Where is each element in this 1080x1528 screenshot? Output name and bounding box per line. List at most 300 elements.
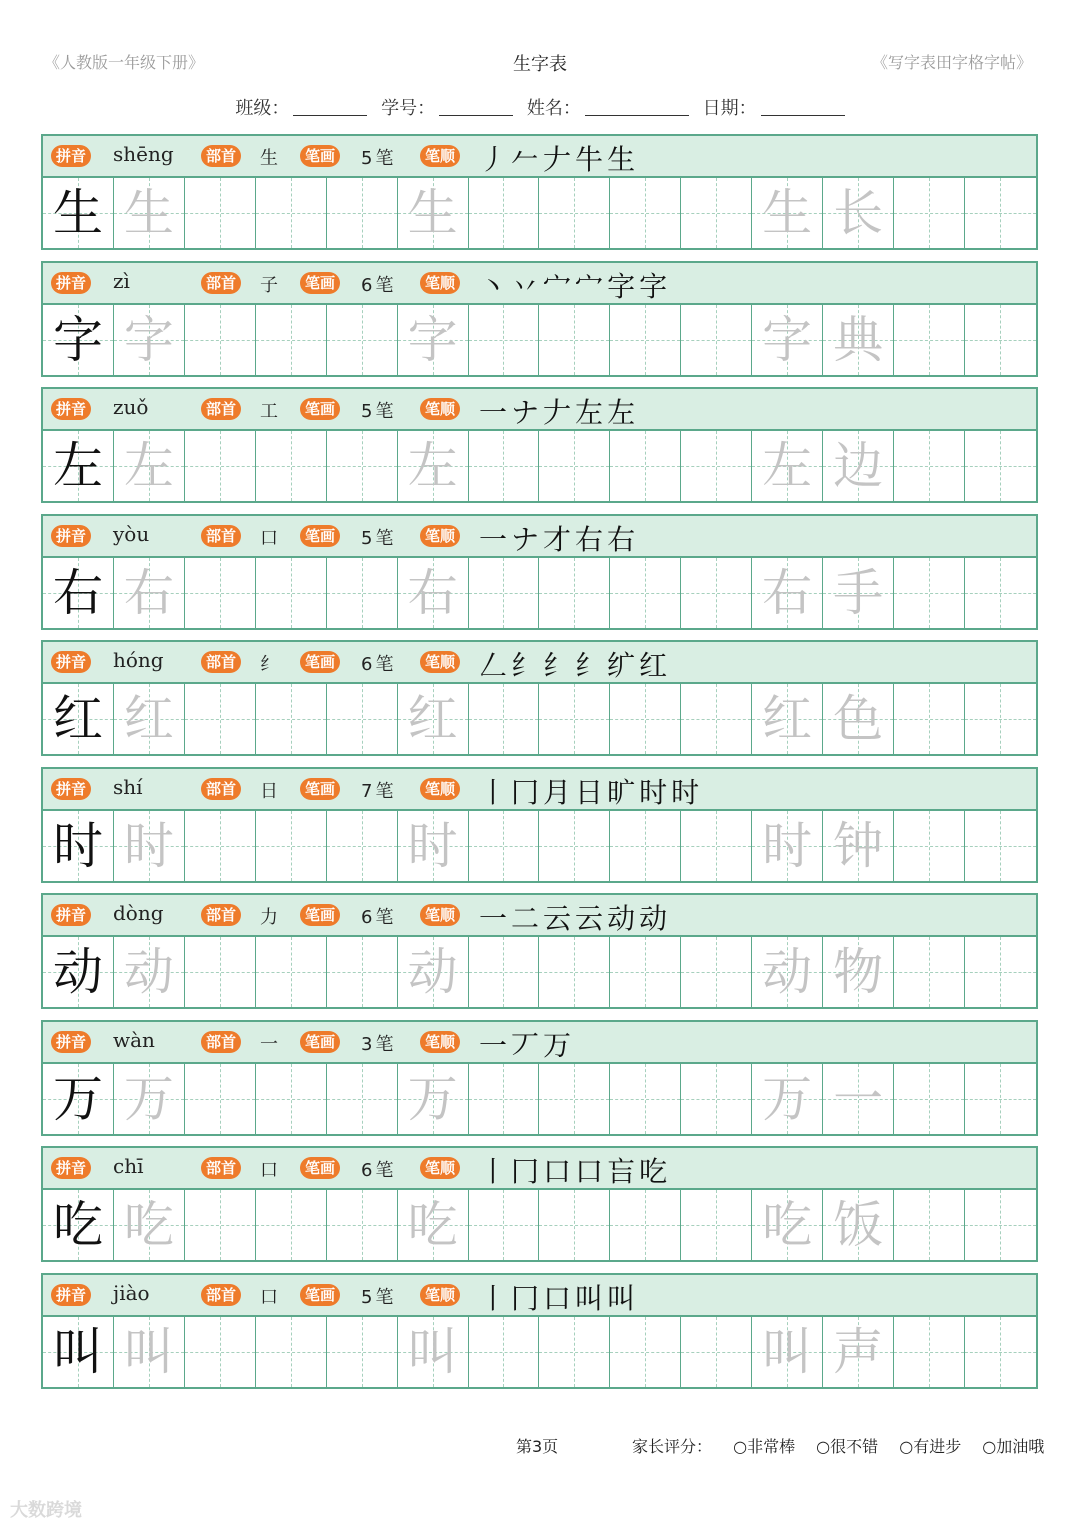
tianzige-cell[interactable]	[539, 431, 610, 501]
tianzige-cell[interactable]	[114, 1190, 185, 1260]
stroke-count-number: 5	[361, 1286, 373, 1308]
pinyin-badge: 拼音	[51, 398, 91, 420]
trace-character: 动	[123, 943, 174, 1001]
tianzige-cell[interactable]	[327, 1190, 398, 1260]
character-info-bar	[43, 895, 1036, 937]
tianzige-cell[interactable]	[185, 811, 256, 881]
trace-character: 手	[833, 563, 884, 622]
tianzige-cell[interactable]	[398, 431, 469, 501]
radical-text: 日	[260, 780, 278, 802]
trace-character: 左	[407, 437, 458, 495]
stroke-order-step: 宀	[575, 269, 608, 303]
stroke-order-sequence	[479, 1277, 639, 1317]
tianzige-cell[interactable]	[469, 431, 540, 501]
tianzige-cell[interactable]	[327, 1064, 398, 1134]
stroke-order-step: 云	[543, 902, 576, 935]
tianzige-cell[interactable]	[114, 811, 185, 881]
stroke-count-number: 5	[361, 148, 373, 169]
stroke-count-number: 6	[361, 654, 373, 675]
model-character: 叫	[52, 1322, 103, 1381]
pinyin-text: hóng	[113, 648, 164, 672]
tianzige-cell[interactable]	[823, 1317, 894, 1387]
tianzige-cell[interactable]	[114, 684, 185, 754]
tianzige-cell[interactable]	[185, 178, 256, 248]
tianzige-cell[interactable]	[185, 937, 256, 1007]
rating-option-excellent[interactable]: ○非常棒	[733, 1437, 796, 1456]
character-row	[41, 387, 1038, 503]
stroke-order-sequence	[479, 1150, 671, 1190]
tianzige-cell[interactable]	[256, 811, 327, 881]
tianzige-cell[interactable]	[610, 1064, 681, 1134]
tianzige-cell[interactable]	[752, 684, 823, 754]
tianzige-cell[interactable]	[894, 1190, 965, 1260]
tianzige-cell[interactable]	[681, 684, 752, 754]
stroke-count	[361, 144, 393, 170]
trace-character: 吃	[123, 1196, 174, 1254]
stroke-order-sequence	[479, 138, 639, 178]
stroke-order-step: 右	[607, 522, 640, 556]
tianzige-cell[interactable]	[43, 431, 114, 501]
trace-character: 长	[833, 184, 884, 242]
radical-badge: 部首	[201, 1157, 241, 1179]
tianzige-cell[interactable]	[114, 178, 185, 248]
stroke-order-step: 冂	[511, 775, 544, 809]
tianzige-cell[interactable]	[752, 1317, 823, 1387]
tianzige-cell[interactable]	[43, 811, 114, 881]
stroke-order-step: ナ	[511, 396, 544, 429]
name-blank[interactable]	[585, 97, 689, 116]
tianzige-cell[interactable]	[752, 1064, 823, 1134]
stroke-order-step: 字	[607, 269, 640, 303]
rating-option-keep-going[interactable]: ○加油哦	[982, 1437, 1045, 1456]
tianzige-cell[interactable]	[823, 431, 894, 501]
stroke-count-unit: 笔	[375, 780, 394, 802]
tianzige-cell[interactable]	[256, 431, 327, 501]
trace-character: 时	[407, 816, 458, 875]
tianzige-cell[interactable]	[823, 684, 894, 754]
tianzige-cell[interactable]	[398, 1064, 469, 1134]
radical-badge: 部首	[201, 904, 241, 926]
trace-character: 饭	[833, 1196, 884, 1254]
model-character: 吃	[52, 1196, 103, 1254]
tianzige-cell[interactable]	[256, 305, 327, 375]
stroke-count-unit: 笔	[375, 274, 394, 296]
stroke-count-number: 3	[361, 1033, 373, 1055]
trace-character: 万	[123, 1069, 174, 1128]
tianzige-cell[interactable]	[965, 305, 1036, 375]
tianzige-cell[interactable]	[327, 937, 398, 1007]
radical-badge: 部首	[201, 651, 241, 673]
tianzige-cell[interactable]	[610, 811, 681, 881]
tianzige-cell[interactable]	[43, 1064, 114, 1134]
trace-character: 声	[833, 1322, 884, 1381]
stroke-order-step: 𠂇	[543, 143, 576, 176]
tianzige-cell[interactable]	[185, 1190, 256, 1260]
tianzige-cell[interactable]	[894, 178, 965, 248]
tianzige-cell[interactable]	[752, 558, 823, 628]
class-label: 班级：	[235, 98, 290, 119]
trace-character: 时	[123, 816, 174, 875]
radical-text: 生	[260, 148, 278, 169]
class-field[interactable]	[235, 94, 367, 120]
trace-character: 字	[762, 310, 813, 369]
stroke-count-unit: 笔	[375, 401, 394, 422]
character-row	[41, 893, 1038, 1009]
tianzige-cell[interactable]	[539, 811, 610, 881]
character-info-bar	[43, 642, 1036, 684]
tianzige-cell[interactable]	[327, 811, 398, 881]
rating-option-improving[interactable]: ○有进步	[899, 1437, 962, 1456]
tianzige-cell[interactable]	[539, 937, 610, 1007]
tianzige-cell[interactable]	[965, 558, 1036, 628]
tianzige-cell[interactable]	[752, 937, 823, 1007]
radical-badge: 部首	[201, 525, 241, 547]
tianzige-cell[interactable]	[965, 1064, 1036, 1134]
pinyin-badge: 拼音	[51, 525, 91, 547]
tianzige-grid	[43, 811, 1036, 881]
strokes-badge: 笔画	[300, 1157, 340, 1179]
tianzige-cell[interactable]	[43, 305, 114, 375]
strokes-badge: 笔画	[300, 398, 340, 420]
trace-character: 右	[762, 563, 813, 622]
tianzige-cell[interactable]	[752, 305, 823, 375]
tianzige-cell[interactable]	[469, 1317, 540, 1387]
tianzige-cell[interactable]	[43, 1190, 114, 1260]
stroke-order-badge: 笔顺	[420, 904, 460, 926]
tianzige-cell[interactable]	[752, 811, 823, 881]
tianzige-cell[interactable]	[894, 937, 965, 1007]
radical-text: 力	[260, 907, 278, 928]
tianzige-cell[interactable]	[398, 1317, 469, 1387]
character-row	[41, 1020, 1038, 1136]
tianzige-cell[interactable]	[681, 937, 752, 1007]
stroke-order-step: 旷	[607, 775, 640, 809]
tianzige-cell[interactable]	[539, 178, 610, 248]
tianzige-cell[interactable]	[327, 1317, 398, 1387]
stroke-order-step: 丷	[511, 269, 544, 303]
trace-character: 万	[762, 1069, 813, 1128]
tianzige-cell[interactable]	[965, 937, 1036, 1007]
tianzige-cell[interactable]	[681, 811, 752, 881]
trace-character: 红	[407, 690, 458, 748]
tianzige-cell[interactable]	[965, 178, 1036, 248]
stroke-order-sequence	[479, 1024, 575, 1064]
trace-character: 物	[833, 943, 884, 1001]
tianzige-cell[interactable]	[894, 558, 965, 628]
tianzige-cell[interactable]	[681, 1190, 752, 1260]
tianzige-cell[interactable]	[469, 178, 540, 248]
stroke-order-step: 丨	[479, 775, 512, 809]
tianzige-cell[interactable]	[965, 1190, 1036, 1260]
rating-label: 家长评分：	[632, 1437, 713, 1456]
tianzige-cell[interactable]	[469, 811, 540, 881]
trace-character: 字	[407, 310, 458, 369]
tianzige-cell[interactable]	[610, 684, 681, 754]
stroke-order-step: 丨	[479, 1155, 512, 1188]
stroke-count	[361, 650, 393, 676]
pinyin-badge: 拼音	[51, 1157, 91, 1179]
tianzige-cell[interactable]	[398, 937, 469, 1007]
page-title: 生字表	[513, 54, 567, 75]
tianzige-cell[interactable]	[398, 684, 469, 754]
strokes-badge: 笔画	[300, 272, 340, 294]
strokes-badge: 笔画	[300, 904, 340, 926]
tianzige-cell[interactable]	[185, 684, 256, 754]
tianzige-cell[interactable]	[823, 811, 894, 881]
stroke-order-badge: 笔顺	[420, 1284, 460, 1306]
tianzige-cell[interactable]	[398, 558, 469, 628]
stroke-count-unit: 笔	[375, 1286, 394, 1308]
tianzige-cell[interactable]	[823, 558, 894, 628]
tianzige-cell[interactable]	[469, 1190, 540, 1260]
stroke-order-step: 一	[479, 1028, 512, 1062]
tianzige-cell[interactable]	[114, 1064, 185, 1134]
trace-character: 左	[762, 437, 813, 495]
tianzige-cell[interactable]	[327, 305, 398, 375]
model-character: 动	[52, 943, 103, 1001]
tianzige-cell[interactable]	[894, 1064, 965, 1134]
stroke-count-number: 6	[361, 274, 373, 296]
trace-character: 吃	[407, 1196, 458, 1254]
tianzige-cell[interactable]	[823, 937, 894, 1007]
radical-badge: 部首	[201, 272, 241, 294]
tianzige-cell[interactable]	[965, 1317, 1036, 1387]
tianzige-cell[interactable]	[398, 178, 469, 248]
tianzige-cell[interactable]	[894, 1317, 965, 1387]
stroke-order-step: 宀	[543, 269, 576, 303]
tianzige-cell[interactable]	[327, 178, 398, 248]
pinyin-text: shēng	[113, 142, 174, 166]
date-field[interactable]	[703, 94, 845, 120]
tianzige-cell[interactable]	[256, 684, 327, 754]
class-blank[interactable]	[293, 97, 367, 116]
tianzige-cell[interactable]	[610, 558, 681, 628]
tianzige-cell[interactable]	[114, 937, 185, 1007]
stroke-order-step: 月	[543, 775, 576, 809]
radical-text: 一	[260, 1033, 278, 1055]
trace-character: 叫	[123, 1322, 174, 1381]
tianzige-cell[interactable]	[539, 1190, 610, 1260]
student-number-blank[interactable]	[439, 97, 513, 116]
pinyin-badge: 拼音	[51, 778, 91, 800]
model-character: 红	[52, 690, 103, 748]
tianzige-cell[interactable]	[256, 178, 327, 248]
stroke-count-number: 5	[361, 527, 373, 549]
pinyin-text: chī	[113, 1154, 144, 1178]
stroke-count	[361, 903, 393, 929]
stroke-order-badge: 笔顺	[420, 1157, 460, 1179]
tianzige-cell[interactable]	[43, 1317, 114, 1387]
tianzige-cell[interactable]	[539, 684, 610, 754]
stroke-count	[361, 1156, 393, 1182]
tianzige-cell[interactable]	[681, 1064, 752, 1134]
tianzige-cell[interactable]	[539, 1064, 610, 1134]
stroke-order-step: 一	[479, 902, 512, 935]
trace-character: 典	[833, 310, 884, 369]
character-info-bar	[43, 389, 1036, 431]
model-character: 字	[52, 310, 103, 369]
tianzige-cell[interactable]	[894, 431, 965, 501]
tianzige-cell[interactable]	[894, 305, 965, 375]
tianzige-cell[interactable]	[469, 1064, 540, 1134]
radical-badge: 部首	[201, 145, 241, 167]
trace-character: 左	[123, 437, 174, 495]
tianzige-cell[interactable]	[610, 305, 681, 375]
tianzige-grid	[43, 178, 1036, 248]
character-row	[41, 767, 1038, 883]
tianzige-grid	[43, 1317, 1036, 1387]
tianzige-cell[interactable]	[823, 1190, 894, 1260]
tianzige-cell[interactable]	[965, 811, 1036, 881]
name-field[interactable]	[527, 94, 689, 120]
tianzige-cell[interactable]	[114, 305, 185, 375]
tianzige-cell[interactable]	[681, 431, 752, 501]
pinyin-badge: 拼音	[51, 904, 91, 926]
radical-text: 工	[260, 401, 278, 422]
stroke-order-step: 叫	[575, 1281, 608, 1315]
stroke-order-sequence	[479, 518, 639, 558]
tianzige-cell[interactable]	[965, 431, 1036, 501]
stroke-count	[361, 397, 393, 423]
stroke-count	[361, 777, 393, 803]
tianzige-cell[interactable]	[823, 178, 894, 248]
radical-text: 纟	[260, 654, 278, 675]
model-character: 生	[52, 184, 103, 242]
tianzige-cell[interactable]	[469, 684, 540, 754]
tianzige-cell[interactable]	[610, 937, 681, 1007]
tianzige-cell[interactable]	[43, 558, 114, 628]
tianzige-cell[interactable]	[752, 178, 823, 248]
tianzige-cell[interactable]	[539, 558, 610, 628]
tianzige-cell[interactable]	[539, 1317, 610, 1387]
stroke-order-step: 口	[543, 1155, 576, 1188]
stroke-order-sequence	[479, 265, 671, 305]
model-character: 时	[52, 816, 103, 875]
tianzige-cell[interactable]	[823, 1064, 894, 1134]
model-character: 万	[52, 1069, 103, 1128]
tianzige-cell[interactable]	[114, 558, 185, 628]
tianzige-cell[interactable]	[823, 305, 894, 375]
character-info-bar	[43, 136, 1036, 178]
tianzige-cell[interactable]	[610, 431, 681, 501]
stroke-order-badge: 笔顺	[420, 778, 460, 800]
tianzige-grid	[43, 431, 1036, 501]
tianzige-cell[interactable]	[469, 558, 540, 628]
tianzige-grid	[43, 684, 1036, 754]
tianzige-cell[interactable]	[185, 1064, 256, 1134]
tianzige-cell[interactable]	[256, 558, 327, 628]
tianzige-cell[interactable]	[752, 1190, 823, 1260]
stroke-order-step: 冂	[511, 1281, 544, 1315]
stroke-order-step: 𠂇	[543, 396, 576, 429]
tianzige-cell[interactable]	[185, 1317, 256, 1387]
tianzige-cell[interactable]	[681, 305, 752, 375]
trace-character: 字	[123, 310, 174, 369]
tianzige-cell[interactable]	[114, 431, 185, 501]
tianzige-cell[interactable]	[681, 178, 752, 248]
tianzige-cell[interactable]	[398, 811, 469, 881]
tianzige-grid	[43, 1064, 1036, 1134]
radical-badge: 部首	[201, 1284, 241, 1306]
character-row	[41, 134, 1038, 250]
tianzige-cell[interactable]	[610, 178, 681, 248]
tianzige-cell[interactable]	[539, 305, 610, 375]
tianzige-cell[interactable]	[114, 1317, 185, 1387]
tianzige-cell[interactable]	[752, 431, 823, 501]
tianzige-cell[interactable]	[681, 558, 752, 628]
stroke-count	[361, 1283, 393, 1309]
tianzige-cell[interactable]	[185, 558, 256, 628]
tianzige-cell[interactable]	[43, 684, 114, 754]
stroke-order-step: 动	[639, 902, 672, 935]
stroke-order-step: 左	[607, 396, 640, 429]
stroke-order-badge: 笔顺	[420, 651, 460, 673]
tianzige-cell[interactable]	[894, 684, 965, 754]
stroke-order-sequence	[479, 644, 671, 684]
strokes-badge: 笔画	[300, 525, 340, 547]
pinyin-text: jiào	[113, 1280, 150, 1305]
tianzige-cell[interactable]	[256, 1064, 327, 1134]
stroke-order-step: 吂	[607, 1155, 640, 1188]
trace-character: 钟	[833, 816, 884, 875]
tianzige-cell[interactable]	[256, 937, 327, 1007]
radical-text: 口	[260, 1286, 278, 1308]
tianzige-cell[interactable]	[398, 1190, 469, 1260]
stroke-count-number: 7	[361, 780, 373, 802]
trace-character: 红	[123, 690, 174, 748]
pinyin-badge: 拼音	[51, 1284, 91, 1306]
tianzige-cell[interactable]	[965, 684, 1036, 754]
trace-character: 色	[833, 690, 884, 748]
tianzige-cell[interactable]	[43, 178, 114, 248]
date-label: 日期：	[702, 98, 757, 119]
tianzige-cell[interactable]	[327, 431, 398, 501]
stroke-count-unit: 笔	[375, 527, 394, 549]
tianzige-cell[interactable]	[469, 305, 540, 375]
tianzige-cell[interactable]	[610, 1317, 681, 1387]
tianzige-cell[interactable]	[256, 1190, 327, 1260]
stroke-order-step: 一	[479, 522, 512, 556]
stroke-order-step: 𠃋	[479, 649, 512, 682]
stroke-order-badge: 笔顺	[420, 145, 460, 167]
book-subtitle-right: 《写字表田字格字帖》	[871, 53, 1032, 72]
stroke-order-step: 二	[511, 902, 544, 935]
tianzige-cell[interactable]	[185, 305, 256, 375]
stroke-order-step: 万	[543, 1028, 576, 1062]
tianzige-cell[interactable]	[398, 305, 469, 375]
tianzige-cell[interactable]	[469, 937, 540, 1007]
tianzige-cell[interactable]	[681, 1317, 752, 1387]
tianzige-cell[interactable]	[185, 431, 256, 501]
date-blank[interactable]	[761, 97, 845, 116]
student-info-fields	[0, 94, 1080, 120]
tianzige-cell[interactable]	[610, 1190, 681, 1260]
tianzige-cell[interactable]	[894, 811, 965, 881]
tianzige-cell[interactable]	[327, 558, 398, 628]
student-number-field[interactable]	[381, 94, 513, 120]
stroke-order-step: 𠂉	[511, 143, 544, 176]
stroke-order-step: 纩	[607, 649, 640, 682]
stroke-order-step: 时	[671, 775, 704, 809]
pinyin-text: yòu	[113, 521, 150, 546]
stroke-order-step: 生	[607, 143, 640, 176]
tianzige-cell[interactable]	[256, 1317, 327, 1387]
tianzige-cell[interactable]	[43, 937, 114, 1007]
stroke-order-step: 冂	[511, 1155, 544, 1188]
radical-badge: 部首	[201, 778, 241, 800]
rating-option-very-good[interactable]: ○很不错	[816, 1437, 879, 1456]
tianzige-cell[interactable]	[327, 684, 398, 754]
